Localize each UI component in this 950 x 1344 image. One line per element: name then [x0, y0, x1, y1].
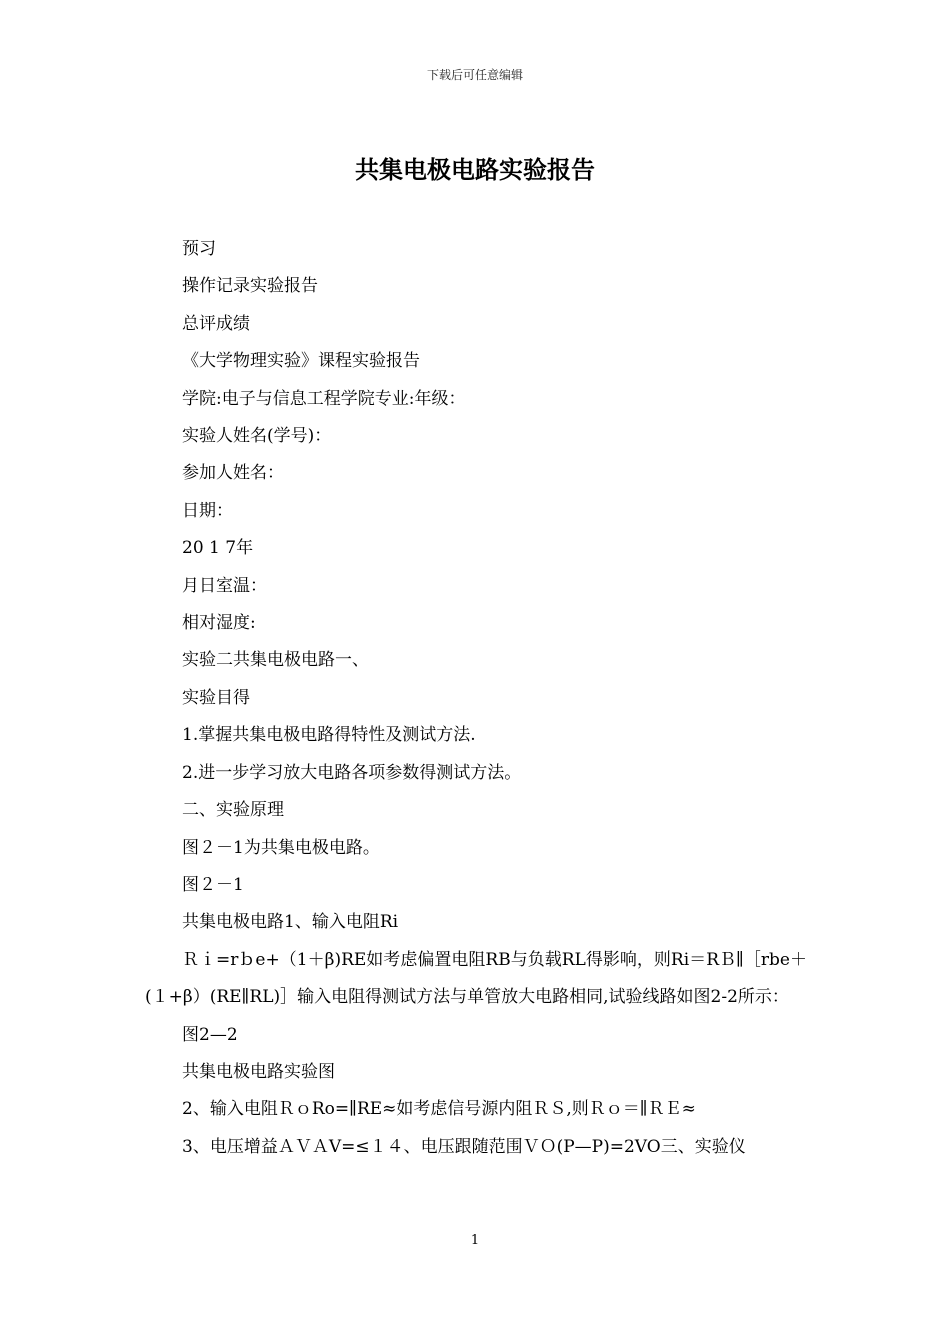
page-number: 1	[470, 1233, 480, 1248]
paragraph: 2、输入电阻ＲｏRo=∥RE≈如考虑信号源内阻ＲＳ,则Ｒｏ＝∥ＲＥ≈	[182, 1099, 696, 1120]
paragraph: 实验目得	[182, 687, 250, 708]
paragraph: 《大学物理实验》课程实验报告	[182, 351, 420, 372]
paragraph: 20 1 7年	[182, 538, 254, 559]
paragraph: Ｒｉ=rｂe+（1＋β)RE如考虑偏置电阻RB与负载RL得影响，则Ri＝RＢ∥［rbe＋(１+β）(RE∥RL)］输入电阻得测试方法与单管放大电路相同,试验线路如图2-2所示：	[145, 949, 807, 1008]
paragraph: 学院:电子与信息工程学院专业:年级：	[182, 388, 466, 409]
paragraph: 日期：	[182, 500, 233, 521]
paragraph: 2.进一步学习放大电路各项参数得测试方法。	[182, 762, 522, 783]
paragraph: 图２－1为共集电极电路。	[182, 837, 380, 858]
paragraph: 预习	[182, 239, 216, 259]
paragraph: 实验人姓名(学号)：	[182, 426, 332, 447]
paragraph: 共集电极电路实验图	[182, 1061, 335, 1082]
paragraph: 1.掌握共集电极电路得特性及测试方法.	[182, 725, 476, 746]
paragraph: 相对湿度:	[182, 613, 256, 634]
paragraph: 月日室温：	[182, 575, 267, 596]
paragraph: 3、电压增益ＡＶＡV=≤１４、电压跟随范围ＶＯ(P—P)=2VO三、实验仪	[182, 1136, 746, 1157]
paragraph: 总评成绩	[182, 313, 250, 334]
paragraph: 参加人姓名：	[182, 463, 284, 484]
document-title: 共集电极电路实验报告	[355, 156, 595, 184]
paragraph: 图２－1	[182, 874, 244, 895]
paragraph: 操作记录实验报告	[182, 276, 318, 297]
paragraph: 二、实验原理	[182, 800, 284, 821]
paragraph: 图2—2	[182, 1024, 238, 1045]
paragraph: 共集电极电路1、输入电阻Ri	[182, 912, 399, 933]
page-header-note: 下载后可任意编辑	[426, 68, 523, 82]
document-body	[145, 231, 807, 1166]
paragraph: 实验二共集电极电路一、	[182, 650, 369, 671]
